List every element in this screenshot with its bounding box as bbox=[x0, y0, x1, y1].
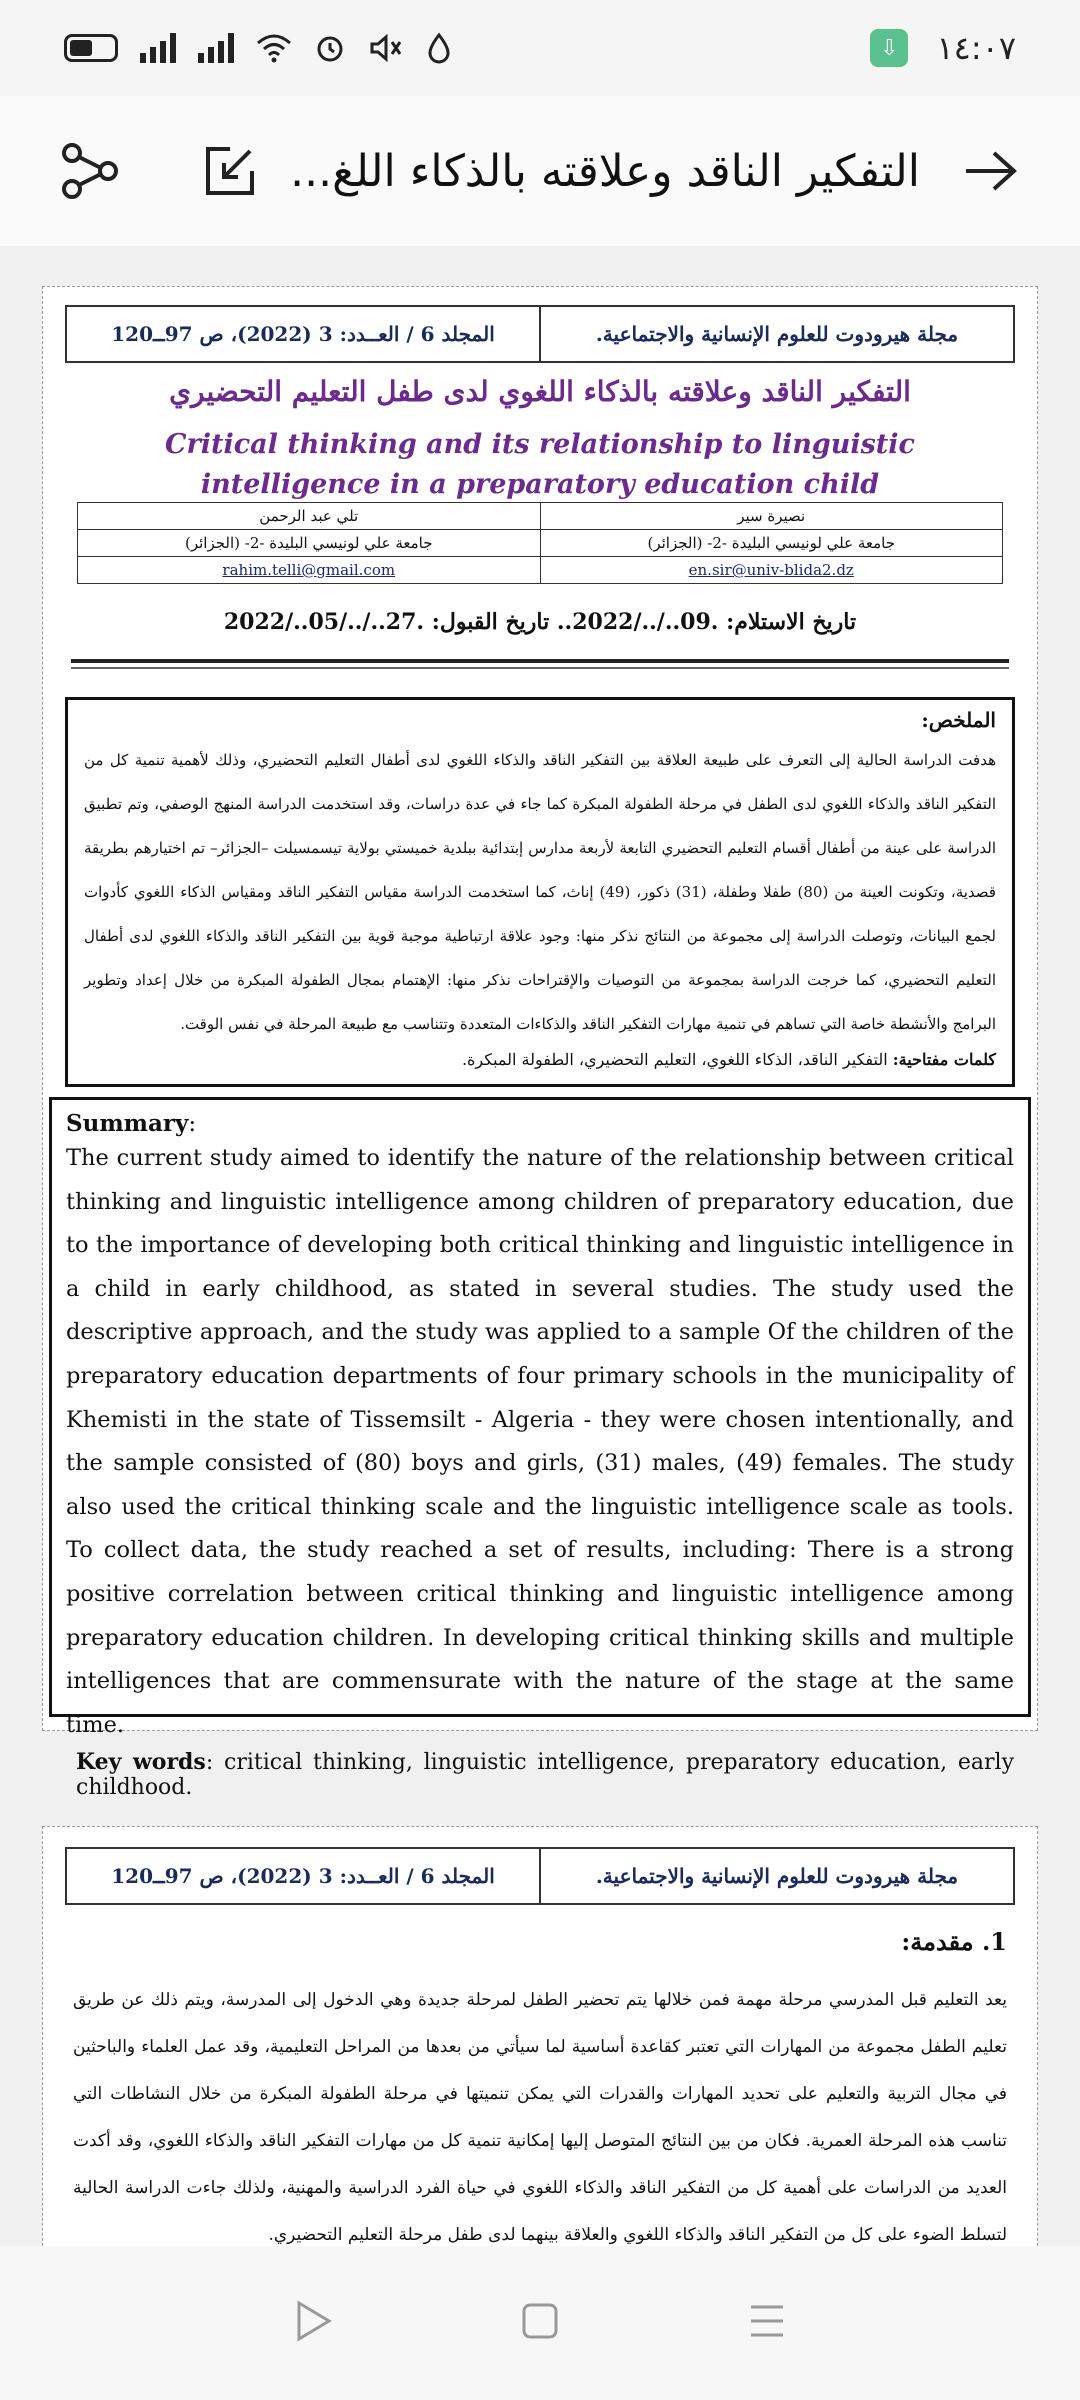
submission-dates: تاريخ الاستلام: .09../../2022.. تاريخ القبول: .27../../05../2022 bbox=[223, 609, 857, 635]
section-number: 1 bbox=[990, 1927, 1007, 1956]
app-bar bbox=[0, 96, 1080, 246]
paper-title-en: Critical thinking and its relationship to linguistic intelligence in a preparatory education child bbox=[165, 429, 915, 500]
share-button[interactable] bbox=[50, 131, 130, 211]
keywords-text: : critical thinking, linguistic intelligence, preparatory education, early childhood. bbox=[76, 1750, 1014, 1801]
battery-icon bbox=[64, 34, 118, 62]
menu-lines-icon bbox=[747, 2303, 787, 2339]
author-name: تلي عبد الرحمن bbox=[78, 503, 541, 529]
abstract-arabic bbox=[65, 697, 1015, 1087]
home-nav-button[interactable] bbox=[520, 2301, 560, 2345]
journal-name: مجلة هيرودوت للعلوم الإنسانية والاجتماعية. bbox=[595, 1864, 959, 1888]
signal-icon bbox=[198, 33, 234, 63]
wifi-icon bbox=[256, 33, 292, 63]
mute-icon bbox=[368, 32, 404, 64]
open-external-icon bbox=[202, 143, 258, 199]
document-title: التفكير الناقد وعلاقته بالذكاء اللغ... bbox=[290, 145, 920, 197]
back-nav-button[interactable] bbox=[293, 2299, 333, 2347]
abstract-ar-heading: الملخص: bbox=[921, 708, 996, 732]
abstract-ar-body: هدفت الدراسة الحالية إلى التعرف على طبيعة العلاقة بين التفكير الناقد والذكاء اللغوي لدى أطفال التعليم التحضيري، وذلك لأهمية تنمية كل من التفكير الناقد والذكاء اللغوي لدى الطفل في مرحلة الطفولة المبكرة كما جاء في عدة دراسات، وقد استخدمت الدراسة المنهج الوصفي، وتم تطبيق الدراسة على عينة من أطفال أقسام التعليم التحضيري التابعة لأربعة مدارس إبتدائية ببلدية خميستي بولاية تيسمسيلت –الجزائر– تم اختيارهم بطريقة قصدية، وتكونت العينة من (80) طفلا وطفلة، (31) ذكور، (49) إناث، كما استخدمت الدراسة مقياس التفكير الناقد ومقياس الذكاء اللغوي كأدوات لجمع البيانات، وتوصلت الدراسة إلى مجموعة من النتائج نذكر منها: وجود علاقة ارتباطية موجبة قوية بين التفكير الناقد والذكاء اللغوي لدى أطفال التعليم التحضيري، كما خرجت الدراسة بمجموعة من التوصيات والإقتراحات نذكر منها: الإهتمام بمجال الطفولة المبكرة من خلال إعداد وتطوير البرامج والأنشطة خاصة التي تساهم في تنمية مهارات التفكير الناقد والذكاءات المتعددة وتتناسب مع طبيعة المرحلة في نفس الوقت. bbox=[84, 751, 996, 1033]
colon: : bbox=[188, 1111, 197, 1137]
author-email-link[interactable]: rahim.telli@gmail.com bbox=[78, 557, 541, 583]
journal-header bbox=[65, 305, 1015, 363]
author-affiliation: جامعة علي لونيسي البليدة -2- (الجزائر) bbox=[647, 534, 895, 552]
divider bbox=[71, 659, 1009, 663]
back-button[interactable] bbox=[950, 131, 1030, 211]
status-icons bbox=[64, 32, 452, 64]
journal-volume: المجلد 6 / العــدد: 3 (2022)، ص 97ــ120 bbox=[67, 307, 541, 361]
keywords-label: Key words bbox=[76, 1749, 206, 1776]
divider bbox=[71, 667, 1009, 669]
section-heading bbox=[901, 1927, 1007, 1956]
authors-table bbox=[77, 502, 1003, 584]
paper-title-ar: التفكير الناقد وعلاقته بالذكاء اللغوي لدى طفل التعليم التحضيري bbox=[169, 375, 911, 408]
abstract-en-keywords bbox=[66, 1749, 1014, 1800]
pdf-page-2 bbox=[42, 1826, 1038, 2246]
data-saver-icon bbox=[426, 32, 452, 64]
journal-volume: المجلد 6 / العــدد: 3 (2022)، ص 97ــ120 bbox=[67, 1849, 541, 1903]
abstract-ar-keywords bbox=[84, 1050, 996, 1069]
open-external-button[interactable] bbox=[190, 131, 270, 211]
recents-nav-button[interactable] bbox=[747, 2303, 787, 2343]
author-name: نصيرة سير bbox=[737, 507, 806, 525]
back-arrow-icon bbox=[962, 149, 1018, 193]
pdf-page-1 bbox=[42, 286, 1038, 1801]
signal-icon bbox=[140, 33, 176, 63]
keywords-text: التفكير الناقد، الذكاء اللغوي، التعليم التحضيري، الطفولة المبكرة. bbox=[461, 1050, 893, 1069]
status-time-area bbox=[870, 29, 1016, 67]
section-title: . مقدمة: bbox=[901, 1927, 991, 1956]
status-time: ١٤:٠٧ bbox=[936, 29, 1016, 67]
keywords-label: كلمات مفتاحية: bbox=[892, 1050, 996, 1069]
journal-header bbox=[65, 1847, 1015, 1905]
share-icon bbox=[60, 141, 120, 201]
abstract-en-heading: Summary bbox=[66, 1110, 189, 1137]
alarm-icon bbox=[314, 32, 346, 64]
navigation-bar bbox=[0, 2246, 1080, 2400]
back-triangle-icon bbox=[293, 2299, 333, 2343]
abstract-en-body: The current study aimed to identify the nature of the relationship between critical thinking and linguistic intelligence among children of preparatory education, due to the importance of developing both critical thinking and linguistic intelligence in a child in early childhood, as stated in several studies. The study used the descriptive approach, and the study was applied to a sample Of the children of the preparatory education departments of four primary schools in the municipality of Khemisti in the state of Tissemsilt - Algeria - they were chosen intentionally, and the sample consisted of (80) boys and girls, (31) males, (49) females. The study also used the critical thinking scale and the linguistic intelligence scale as tools. To collect data, the study reached a set of results, including: There is a strong positive correlation between critical thinking and linguistic intelligence among preparatory education children. In developing critical thinking skills and multiple intelligences that are commensurate with the nature of the stage at the same time. bbox=[66, 1145, 1014, 1738]
journal-name: مجلة هيرودوت للعلوم الإنسانية والاجتماعية. bbox=[595, 322, 959, 346]
status-bar bbox=[0, 0, 1080, 96]
pdf-viewer[interactable] bbox=[0, 246, 1080, 2246]
author-email-link[interactable]: en.sir@univ-blida2.dz bbox=[688, 561, 854, 579]
download-badge-icon: ⇩ bbox=[870, 29, 908, 67]
intro-paragraph: يعد التعليم قبل المدرسي مرحلة مهمة فمن خلالها يتم تحضير الطفل لمرحلة جديدة وهي الدخول إلى المدرسة، ويتم ذلك عن طريق تعليم الطفل مجموعة من المهارات التي تعتبر كقاعدة أساسية لما سيأتي من بعدها من المراحل التعليمية، وقد عمل العلماء والباحثين في مجال التربية والتعليم على تحديد المهارات والقدرات التي يمكن تنميتها في مرحلة الطفولة المبكرة من خلال النشاطات التي تناسب هذه المرحلة العمرية. فكان من بين النتائج المتوصل إليها إمكانية تنمية كل من مهارات التفكير الناقد والذكاء اللغوي، وقد أكدت العديد من الدراسات على أهمية كل من التفكير الناقد والذكاء اللغوي في حياة الفرد الدراسية والمهنية، ولذلك جاءت الدراسة الحالية لتسلط الضوء على كل من التفكير الناقد والذكاء اللغوي والعلاقة بينهما لدى طفل مرحلة التعليم التحضيري. bbox=[73, 1990, 1007, 2245]
author-affiliation: جامعة علي لونيسي البليدة -2- (الجزائر) bbox=[78, 530, 541, 556]
abstract-english bbox=[49, 1097, 1031, 1801]
home-square-icon bbox=[520, 2301, 560, 2341]
